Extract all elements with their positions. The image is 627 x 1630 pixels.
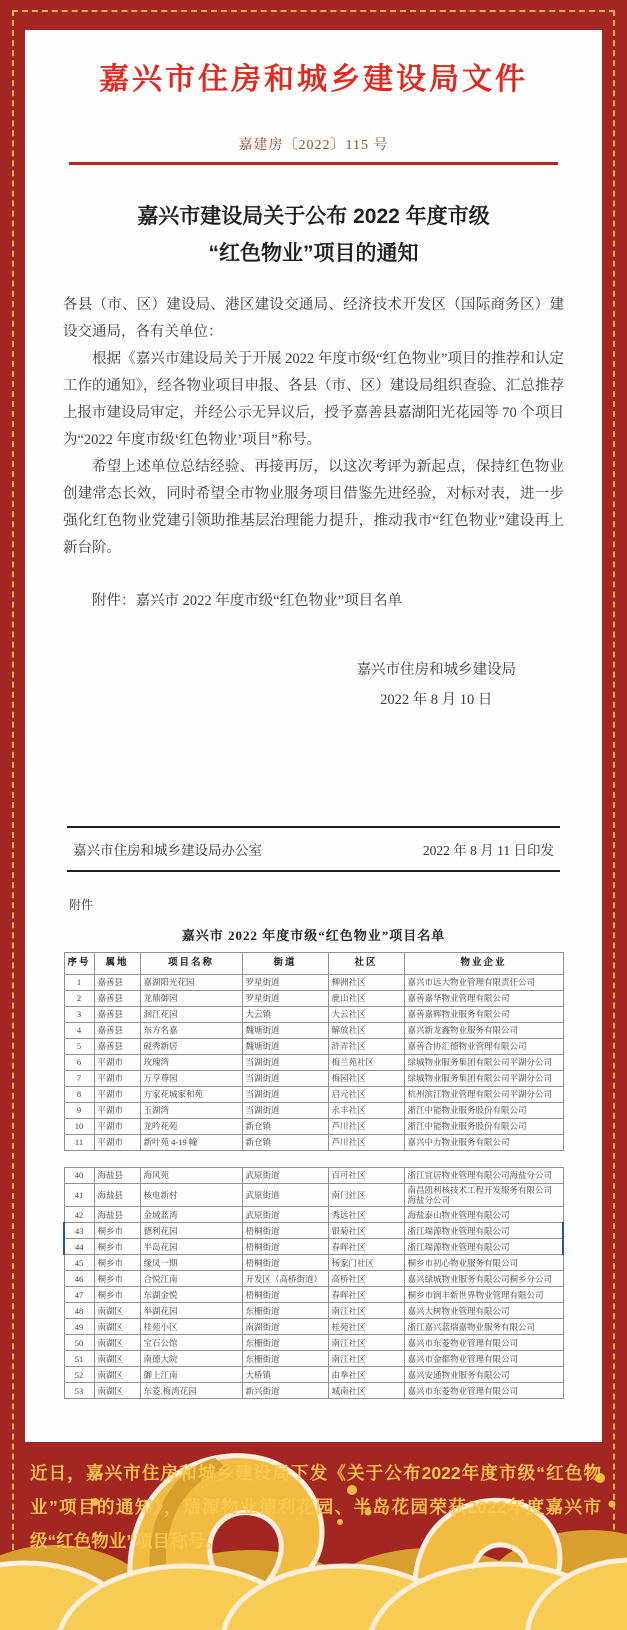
table-cell: 银菊社区 <box>328 1223 404 1239</box>
table-cell: 嘉兴安通物业服务有限公司 <box>404 1367 563 1383</box>
table-cell: 秀远社区 <box>328 1207 404 1223</box>
table-cell: 罗星街道 <box>242 991 328 1007</box>
doc-title <box>25 198 602 272</box>
table-cell: 51 <box>64 1351 94 1367</box>
table-cell: 海风苑 <box>140 1168 242 1184</box>
table-cell: 嘉善嘉华物业管理有限公司 <box>404 991 563 1007</box>
table-cell: 春晖社区 <box>328 1239 404 1255</box>
table-cell: 46 <box>64 1271 94 1287</box>
table-cell: 绿城物业服务集团有限公司平湖分公司 <box>404 1055 563 1071</box>
table-cell: 41 <box>64 1184 94 1207</box>
table-row <box>64 1383 563 1399</box>
table-cell: 南湖区 <box>94 1383 140 1399</box>
doc-title-line2: “红色物业”项目的通知 <box>208 242 419 265</box>
table-row <box>64 1287 563 1303</box>
table-cell: 嘉善嘉辉物业服务有限公司 <box>404 1007 563 1023</box>
table-cell: 嘉善县 <box>94 1039 140 1055</box>
table-cell: 南湖街道 <box>242 1319 328 1335</box>
table-cell: 嘉兴市金都物业管理有限公司 <box>404 1351 563 1367</box>
table-row <box>64 1168 563 1184</box>
doc-number: 嘉建房〔2022〕115 号 <box>238 138 389 153</box>
table-cell: 东湖金悦 <box>140 1287 242 1303</box>
table-cell: 嘉善县 <box>94 1023 140 1039</box>
table-cell: 嘉善县 <box>94 975 140 991</box>
table-cell: 海盐县 <box>94 1168 140 1184</box>
table-row <box>64 1207 563 1223</box>
table-cell: 新仓镇 <box>242 1135 328 1151</box>
table-cell: 绿城物业服务集团有限公司平湖分公司 <box>404 1071 563 1087</box>
table-cell: 高桥社区 <box>328 1271 404 1287</box>
table-cell: 杨家门社区 <box>328 1255 404 1271</box>
table-cell: 东栅街道 <box>242 1351 328 1367</box>
table-cell: 桐乡市 <box>94 1271 140 1287</box>
footer-office: 嘉兴市住房和城乡建设局办公室 <box>73 843 262 858</box>
table-cell: 浙江瑞源物业管理有限公司 <box>404 1239 563 1255</box>
table-cell: 东栅街道 <box>242 1335 328 1351</box>
table-cell: 当湖街道 <box>242 1055 328 1071</box>
table-cell: 桐乡市 <box>94 1223 140 1239</box>
table-row <box>64 1319 563 1335</box>
appendix-section <box>63 896 564 1399</box>
table-cell: 7 <box>64 1071 94 1087</box>
table-cell: 南湖区 <box>94 1351 140 1367</box>
table-cell: 嘉兴市东菱物业管理有限公司 <box>404 1335 563 1351</box>
document-page <box>25 30 602 1442</box>
table-row <box>64 1367 563 1383</box>
table-row <box>64 1087 563 1103</box>
table-header-cell: 物业企业 <box>404 953 563 975</box>
table-cell: 龙吟花苑 <box>140 1119 242 1135</box>
table-cell: 大桥镇 <box>242 1367 328 1383</box>
table-cell: 开发区（高桥街道） <box>242 1271 328 1287</box>
table-cell: 春晖社区 <box>328 1287 404 1303</box>
table-cell: 53 <box>64 1383 94 1399</box>
table-header-cell: 街道 <box>242 953 328 975</box>
table-cell: 43 <box>64 1223 94 1239</box>
signature-date: 2022 年 8 月 10 日 <box>380 692 493 708</box>
table-cell: 东方名嘉 <box>140 1023 242 1039</box>
table-cell: 武原街道 <box>242 1184 328 1207</box>
paragraph-2: 希望上述单位总结经验、再接再厉，以这次考评为新起点，保持红色物业创建常态长效，同时希望全市物业服务项目借鉴先进经验，对标对表，进一步强化红色物业党建引领助推基层治理能力提升，推动我市“红色物业”建设再上新台阶。 <box>63 459 564 556</box>
table-cell: 桐乡市 <box>94 1255 140 1271</box>
table-cell: 浙江瑞源物业管理有限公司 <box>404 1223 563 1239</box>
table-cell: 芦川社区 <box>328 1135 404 1151</box>
appendix-label: 附件 <box>69 898 94 912</box>
table-cell: 平湖市 <box>94 1119 140 1135</box>
table-cell: 40 <box>64 1168 94 1184</box>
footer-box <box>67 826 560 872</box>
table-cell: 万亨尊园 <box>140 1071 242 1087</box>
table-row <box>64 1039 563 1055</box>
table-cell: 47 <box>64 1287 94 1303</box>
table-cell: 南湖区 <box>94 1303 140 1319</box>
table-cell: 南湖区 <box>94 1319 140 1335</box>
table-cell: 南昌凯利核技术工程开发服务有限公司海盐分公司 <box>404 1184 563 1207</box>
table-cell: 梧桐街道 <box>242 1287 328 1303</box>
table-row <box>64 1303 563 1319</box>
table-cell: 举湖花园 <box>140 1303 242 1319</box>
table-cell: 南湖区 <box>94 1335 140 1351</box>
table-cell: 南门社区 <box>328 1184 404 1207</box>
table-cell: 浙江中能物业服务股份有限公司 <box>404 1119 563 1135</box>
table-cell: 48 <box>64 1303 94 1319</box>
table-cell: 方家花城家和苑 <box>140 1087 242 1103</box>
table-row <box>64 1007 563 1023</box>
table-cell: 新兴街道 <box>242 1383 328 1399</box>
table-row <box>64 1255 563 1271</box>
table-cell: 52 <box>64 1367 94 1383</box>
table-cell: 罗星街道 <box>242 975 328 991</box>
table-cell: 11 <box>64 1135 94 1151</box>
table-cell: 浙江嘉兴蓝瑞嘉物业服务有限公司 <box>404 1319 563 1335</box>
table-cell: 武原街道 <box>242 1207 328 1223</box>
table-header-cell: 项目名称 <box>140 953 242 975</box>
table-cell: 3 <box>64 1007 94 1023</box>
table-cell: 浒弄社区 <box>328 1039 404 1055</box>
table-row <box>64 1023 563 1039</box>
table-cell: 南湖区 <box>94 1367 140 1383</box>
table-row <box>64 991 563 1007</box>
table-row <box>64 1055 563 1071</box>
paragraph-1: 根据《嘉兴市建设局关于开展 2022 年度市级“红色物业”项目的推荐和认定工作的通知》，经各物业项目申报、各县（市、区）建设局组织查验、汇总推荐上报市建设局审定，并经公示无异议后，授予嘉善县嘉湖阳光花园等 70 个项目为“2022 年度市级‘红色物业’项目”称号。 <box>63 351 564 448</box>
table-header-cell: 属地 <box>94 953 140 975</box>
table-cell: 桐乡市 <box>94 1239 140 1255</box>
table-row <box>64 1103 563 1119</box>
table-cell: 半岛花园 <box>140 1239 242 1255</box>
table-cell: 平湖市 <box>94 1103 140 1119</box>
table-row <box>64 1351 563 1367</box>
table-cell: 当湖街道 <box>242 1071 328 1087</box>
table-cell: 桂苑小区 <box>140 1319 242 1335</box>
table-row <box>64 1335 563 1351</box>
table-cell: 新仓镇 <box>242 1119 328 1135</box>
table-header-row <box>64 953 563 975</box>
table-cell: 玫瑰湾 <box>140 1055 242 1071</box>
table-cell: 柳洲社区 <box>328 975 404 991</box>
doc-body <box>63 292 564 715</box>
table-row <box>64 1135 563 1151</box>
table-cell: 嘉兴新龙鑫物业服务有限公司 <box>404 1023 563 1039</box>
table-cell: 魏塘街道 <box>242 1039 328 1055</box>
table-cell: 50 <box>64 1335 94 1351</box>
table-cell: 10 <box>64 1119 94 1135</box>
table-cell: 49 <box>64 1319 94 1335</box>
table-row <box>64 1071 563 1087</box>
appendix-table-title: 嘉兴市 2022 年度市级“红色物业”项目名单 <box>181 928 446 943</box>
table-cell: 桐乡市 <box>94 1287 140 1303</box>
table-cell: 4 <box>64 1023 94 1039</box>
table-cell: 梧桐街道 <box>242 1223 328 1239</box>
table-cell: 6 <box>64 1055 94 1071</box>
table-cell: 南江社区 <box>328 1303 404 1319</box>
table-header-cell: 社区 <box>328 953 404 975</box>
table-cell: 南江社区 <box>328 1351 404 1367</box>
footer-print-date: 2022 年 8 月 11 日印发 <box>422 843 554 858</box>
table-cell: 启元社区 <box>328 1087 404 1103</box>
table-row <box>64 1223 563 1239</box>
projects-table-part2 <box>63 1167 564 1399</box>
table-cell: 嘉兴市远大物业管理有限责任公司 <box>404 975 563 991</box>
table-cell: 平湖市 <box>94 1071 140 1087</box>
table-cell: 2 <box>64 991 94 1007</box>
table-cell: 嘉湖阳光花园 <box>140 975 242 991</box>
doc-header-title: 嘉兴市住房和城乡建设局文件 <box>99 63 528 96</box>
table-cell: 永丰社区 <box>328 1103 404 1119</box>
table-cell: 武原街道 <box>242 1168 328 1184</box>
projects-table-part1 <box>64 952 564 1151</box>
table-cell: 梅园社区 <box>328 1071 404 1087</box>
table-row <box>64 1119 563 1135</box>
table-row <box>64 975 563 991</box>
table-cell: 杭州滨江物业管理有限公司平湖分公司 <box>404 1087 563 1103</box>
table-row <box>64 1271 563 1287</box>
table-cell: 解放社区 <box>328 1023 404 1039</box>
table-cell: 9 <box>64 1103 94 1119</box>
table-cell: 嘉善县 <box>94 991 140 1007</box>
table-cell: 海盐县 <box>94 1207 140 1223</box>
table-cell: 东栅街道 <box>242 1303 328 1319</box>
table-cell: 嘉善合协汇德物业管理有限公司 <box>404 1039 563 1055</box>
table-cell: 梅兰苑社区 <box>328 1055 404 1071</box>
salutation: 各县（市、区）建设局、港区建设交通局、经济技术开发区（国际商务区）建设交通局，各有关单位： <box>63 297 564 340</box>
table-cell: 宝石公馆 <box>140 1335 242 1351</box>
table-cell: 砚秀新居 <box>140 1039 242 1055</box>
table-cell: 南江社区 <box>328 1335 404 1351</box>
table-cell: 洄江花园 <box>140 1007 242 1023</box>
table-cell: 1 <box>64 975 94 991</box>
doc-title-line1: 嘉兴市建设局关于公布 2022 年度市级 <box>137 205 490 228</box>
table-cell: 玉湖湾 <box>140 1103 242 1119</box>
table-cell: 嘉兴大树物业管理有限公司 <box>404 1303 563 1319</box>
banner-text: 近日，嘉兴市住房和城乡建设局下发《关于公布2022年度市级“红色物业”项目的通知》，瑞源物业德利花园、半岛花园荣获2022年度嘉兴市级“红色物业”项目称号。 <box>30 1463 601 1551</box>
table-cell: 大云社区 <box>328 1007 404 1023</box>
table-cell: 当湖街道 <box>242 1103 328 1119</box>
table-cell: 魏塘街道 <box>242 1023 328 1039</box>
table-cell: 8 <box>64 1087 94 1103</box>
table-cell: 海盐泰山物业管理有限公司 <box>404 1207 563 1223</box>
table-cell: 东菱.梅湾花园 <box>140 1383 242 1399</box>
table-header-cell: 序号 <box>64 953 94 975</box>
signature-block <box>357 655 517 715</box>
table-cell: 金域蓝湾 <box>140 1207 242 1223</box>
signature-issuer: 嘉兴市住房和城乡建设局 <box>356 662 516 678</box>
table-cell: 百可社区 <box>328 1168 404 1184</box>
table-cell: 浙江中能物业服务股份有限公司 <box>404 1103 563 1119</box>
table-cell: 城南社区 <box>328 1383 404 1399</box>
table-cell: 浙江宜居物业管理有限公司海盐分公司 <box>404 1168 563 1184</box>
table-row <box>64 1184 563 1207</box>
table-cell: 嘉兴绿城物业服务有限公司桐乡分公司 <box>404 1271 563 1287</box>
table-cell: 由拳社区 <box>328 1367 404 1383</box>
table-cell: 合悦江南 <box>140 1271 242 1287</box>
table-cell: 缘凤一期 <box>140 1255 242 1271</box>
table-cell: 嘉兴中力物业服务有限公司 <box>404 1135 563 1151</box>
table-cell: 海盐县 <box>94 1184 140 1207</box>
table-cell: 44 <box>64 1239 94 1255</box>
table-cell: 芦川社区 <box>328 1119 404 1135</box>
table-cell: 42 <box>64 1207 94 1223</box>
table-cell: 核电新村 <box>140 1184 242 1207</box>
table-cell: 桂苑社区 <box>328 1319 404 1335</box>
table-cell: 平湖市 <box>94 1055 140 1071</box>
table-cell: 大云镇 <box>242 1007 328 1023</box>
table-cell: 平湖市 <box>94 1087 140 1103</box>
table-cell: 5 <box>64 1039 94 1055</box>
table-cell: 当湖街道 <box>242 1087 328 1103</box>
table-cell: 御上江南 <box>140 1367 242 1383</box>
table-cell: 梧桐街道 <box>242 1239 328 1255</box>
table-cell: 嘉善县 <box>94 1007 140 1023</box>
table-cell: 桐乡市初心物业服务有限公司 <box>404 1255 563 1271</box>
table-cell: 嘉兴市东菱物业管理有限公司 <box>404 1383 563 1399</box>
table-row <box>64 1239 563 1255</box>
table-cell: 鹿山社区 <box>328 991 404 1007</box>
table-cell: 梧桐街道 <box>242 1255 328 1271</box>
table-cell: 龙鼎御园 <box>140 991 242 1007</box>
table-cell: 平湖市 <box>94 1135 140 1151</box>
table-cell: 新叶苑 4-19 幢 <box>140 1135 242 1151</box>
table-cell: 桐乡市润丰新世界物业管理有限公司 <box>404 1287 563 1303</box>
table-cell: 45 <box>64 1255 94 1271</box>
table-cell: 南德大院 <box>140 1351 242 1367</box>
table-cell: 德利花园 <box>140 1223 242 1239</box>
attachment-line: 附件：嘉兴市 2022 年度市级“红色物业”项目名单 <box>92 593 403 609</box>
red-rule <box>69 162 558 165</box>
